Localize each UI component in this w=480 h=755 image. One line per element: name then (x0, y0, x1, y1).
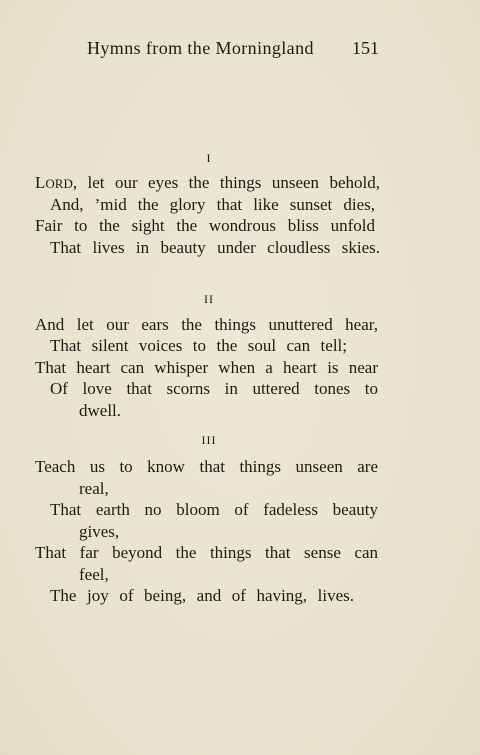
running-title: Hymns from the Morningland (87, 38, 314, 58)
page-header (0, 38, 480, 64)
stanza-numeral: III (201, 433, 217, 447)
poem-line: Of love that scorns in uttered tones to (50, 379, 378, 398)
poem-line: real, (79, 479, 109, 498)
poem-line: dwell. (79, 401, 122, 420)
stanza-numeral: I (206, 151, 212, 165)
poem-line: And let our ears the things unuttered hear, (35, 315, 378, 334)
stanza-numeral: II (204, 292, 214, 306)
line-text: , let our eyes the things unseen behold, (72, 173, 380, 192)
poem-line: That silent voices to the soul can tell; (50, 336, 347, 355)
poem-line: gives, (79, 522, 120, 541)
poem-line: Fair to the sight the wondrous bliss unfold (35, 216, 375, 235)
poem-line: That heart can whisper when a heart is near (35, 358, 378, 377)
poem-line (35, 173, 380, 193)
small-caps-rest: ORD (45, 176, 73, 191)
poem-line: That far beyond the things that sense can (35, 543, 378, 562)
poem-line: That lives in beauty under cloudless skies. (50, 238, 380, 257)
poem-line: feel, (79, 565, 109, 584)
poem-line: Teach us to know that things unseen are (35, 457, 378, 476)
poem-line: That earth no bloom of fadeless beauty (50, 500, 378, 519)
page-number: 151 (352, 38, 379, 58)
drop-lead: L (35, 173, 46, 192)
poem-line: The joy of being, and of having, lives. (50, 586, 354, 605)
poem-line: And, ’mid the glory that like sunset dies, (50, 195, 375, 214)
